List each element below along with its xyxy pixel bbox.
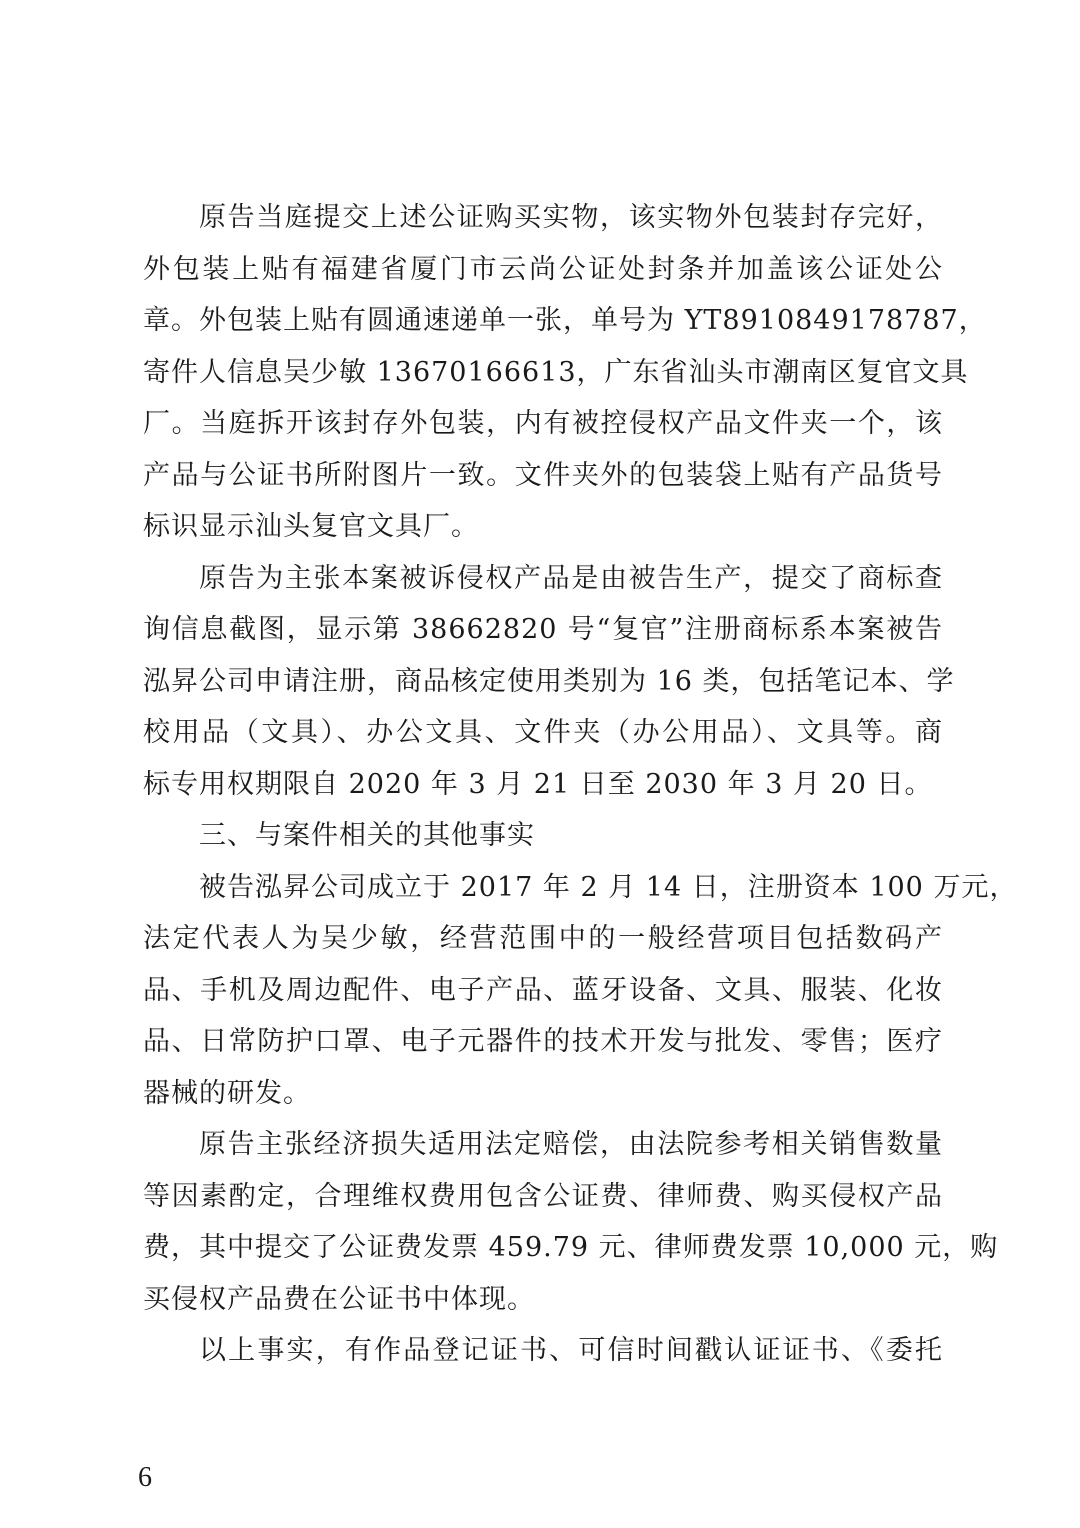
text-line: 法定代表人为吴少敏，经营范围中的一般经营项目包括数码产	[143, 923, 943, 954]
text-line: 费，其中提交了公证费发票 459.79 元、律师费发票 10,000 元，购	[143, 1232, 999, 1263]
page-number: 6	[138, 1462, 152, 1493]
text-line: 以上事实，有作品登记证书、可信时间戳认证证书、《委托	[199, 1335, 943, 1366]
text-line: 外包装上贴有福建省厦门市云尚公证处封条并加盖该公证处公	[143, 253, 943, 285]
text-line: 被告泓昇公司成立于 2017 年 2 月 14 日，注册资本 100 万元，	[199, 871, 1018, 903]
text-line: 品、手机及周边配件、电子产品、蓝牙设备、文具、服装、化妆	[143, 974, 943, 1006]
document-body	[143, 192, 1018, 1377]
text-line: 等因素酌定，合理维权费用包含公证费、律师费、购买侵权产品	[143, 1180, 943, 1212]
text-line: 标专用权期限自 2020 年 3 月 21 日至 2030 年 3 月 20 日。	[143, 768, 933, 800]
text-line: 标识显示汕头复官文具厂。	[143, 511, 479, 542]
text-line: 品、日常防护口罩、电子元器件的技术开发与批发、零售；医疗	[143, 1026, 943, 1057]
text-line: 校用品（文具）、办公文具、文件夹（办公用品）、文具等。商	[143, 717, 943, 748]
section-heading: 三、与案件相关的其他事实	[199, 820, 535, 851]
text-line: 原告主张经济损失适用法定赔偿，由法院参考相关销售数量	[199, 1129, 943, 1160]
text-line: 原告当庭提交上述公证购买实物，该实物外包装封存完好，	[199, 202, 943, 233]
text-line: 寄件人信息吴少敏 13670166613，广东省汕头市潮南区复官文具	[143, 356, 969, 388]
text-line: 厂。当庭拆开该封存外包装，内有被控侵权产品文件夹一个，该	[143, 408, 943, 439]
text-line: 泓昇公司申请注册，商品核定使用类别为 16 类，包括笔记本、学	[143, 665, 955, 697]
text-line: 器械的研发。	[143, 1077, 311, 1109]
text-line: 询信息截图，显示第 38662820 号“复官”注册商标系本案被告	[143, 614, 943, 645]
text-line: 章。外包装上贴有圆通速递单一张，单号为 YT8910849178787，	[143, 305, 987, 336]
text-line: 原告为主张本案被诉侵权产品是由被告生产，提交了商标查	[199, 562, 943, 594]
text-line: 买侵权产品费在公证书中体现。	[143, 1283, 535, 1315]
text-line: 产品与公证书所附图片一致。文件夹外的包装袋上贴有产品货号	[143, 459, 943, 491]
